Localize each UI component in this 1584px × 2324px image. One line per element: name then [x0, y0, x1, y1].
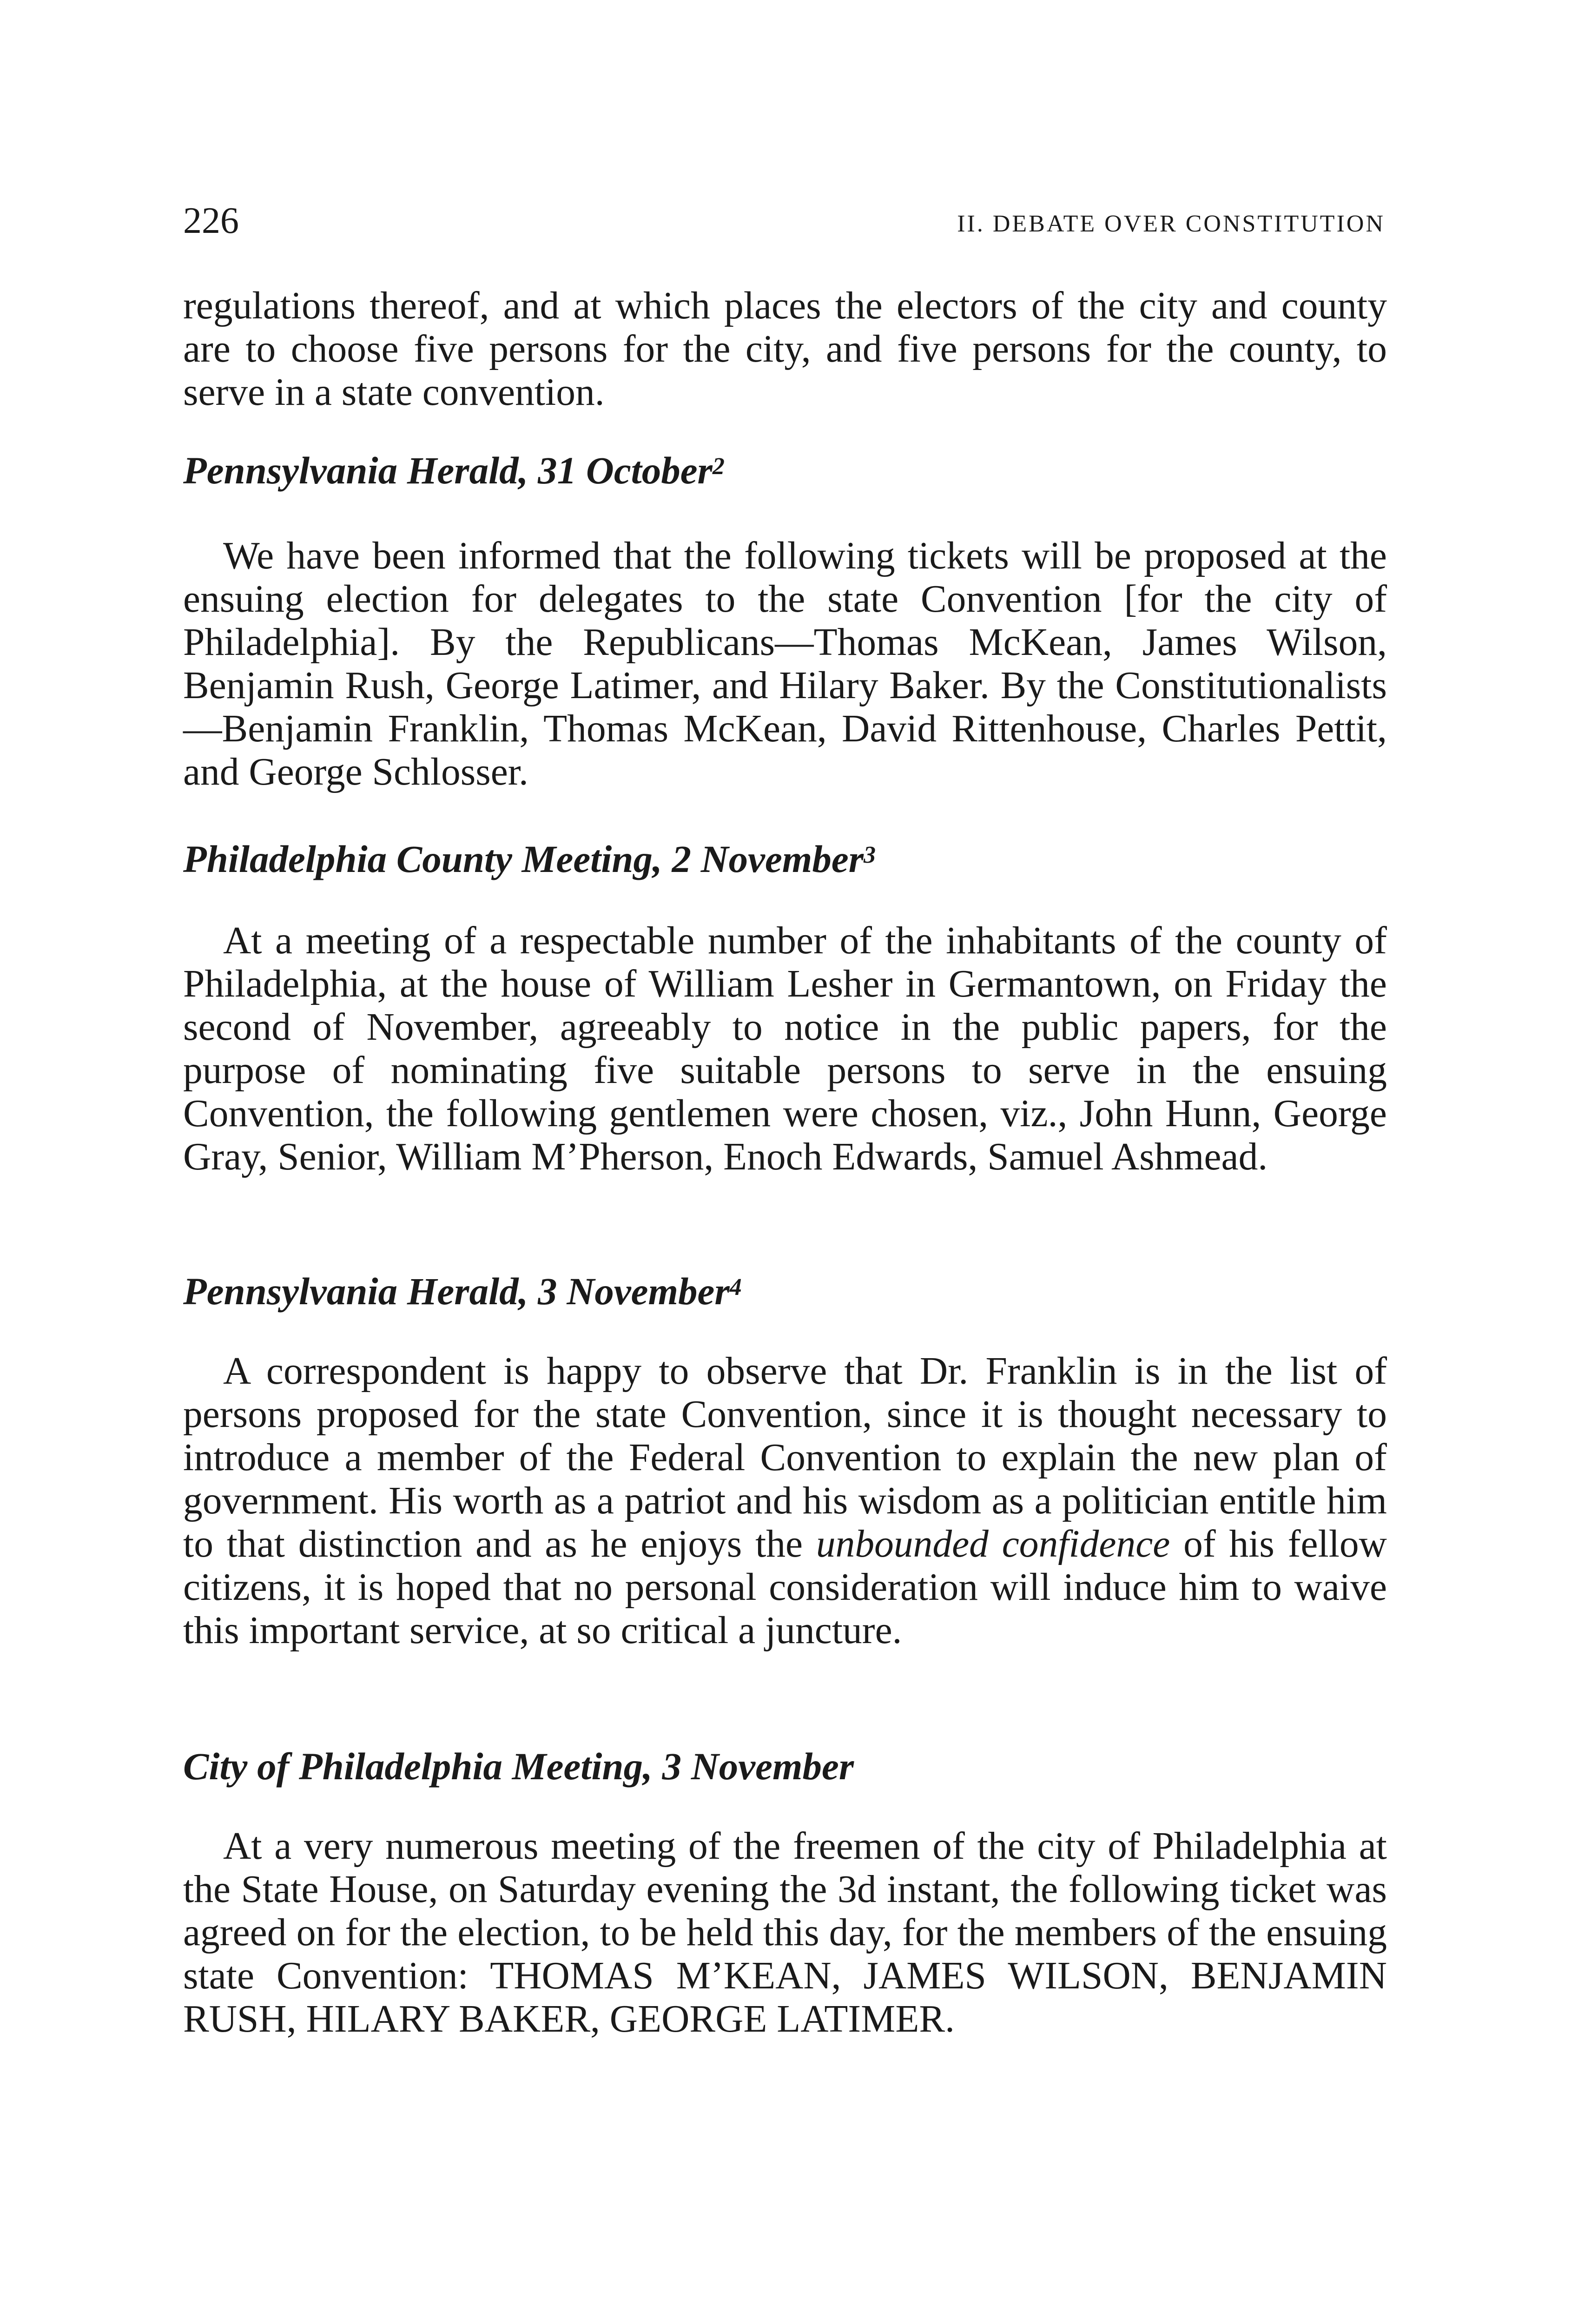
paragraph-city-meeting: At a very numerous meeting of the freemen of the city of Philadelphia at the State House, on Saturday evening the 3d instant, the following ticket was agreed on for the election, to be held this day, for the members of the ensuing state Convention: THOMAS M’KEAN, JAMES WILSON, BENJAMIN RUSH, HILARY BAKER, GEORGE LATIMER.	[183, 1825, 1387, 2040]
paragraph-text-start: A correspondent is happy to observe that Dr. Franklin is in the list of persons proposed for the state Convention, since it is thought necessary to introduce a member of the Federal Convention to explain the new plan of government. His worth as a patriot and his wisdom as a politician entitle him to that distinction and as he enjoys the	[183, 1350, 1387, 1565]
heading-text: Pennsylvania Herald, 31 October	[183, 449, 713, 492]
running-head	[183, 195, 1385, 246]
heading-herald-october	[183, 447, 1387, 494]
heading-city-meeting	[183, 1743, 1387, 1789]
paragraph-herald-october: We have been informed that the following tickets will be proposed at the ensuing election for delegates to the state Convention [for the city of Philadelphia]. By the Republicans—Thomas McKean, James Wilson, Benjamin Rush, George Latimer, and Hilary Baker. By the Constitutionalists—Benjamin Franklin, Thomas McKean, David Rittenhouse, Charles Pettit, and George Schlosser.	[183, 535, 1387, 793]
heading-text: Pennsylvania Herald, 3 November	[183, 1270, 730, 1313]
emphasized-phrase: unbounded confidence	[816, 1523, 1170, 1565]
paragraph-herald-november	[183, 1350, 1387, 1652]
heading-herald-november	[183, 1268, 1387, 1314]
heading-text: Philadelphia County Meeting, 2 November	[183, 838, 864, 880]
opening-paragraph: regulations thereof, and at which places the electors of the city and county are to choose five persons for the city, and five persons for the county, to serve in a state convention.	[183, 284, 1387, 414]
paragraph-county-meeting: At a meeting of a respectable number of the inhabitants of the county of Philadelphia, at the house of William Lesher in Germantown, on Friday the second of November, agreeably to notice in the public papers, for the purpose of nominating five suitable persons to serve in the ensuing Convention, the following gentlemen were chosen, viz., John Hunn, George Gray, Senior, William M’Pherson, Enoch Edwards, Samuel Ashmead.	[183, 919, 1387, 1178]
footnote-ref: 2	[712, 453, 725, 480]
page-number: 226	[183, 200, 239, 241]
paragraph-text-end: of his fellow citizens, it is hoped that no personal consideration will induce him to waive this important service, at so critical a juncture.	[183, 1523, 1387, 1652]
footnote-ref: 4	[729, 1274, 742, 1301]
heading-county-meeting	[183, 836, 1387, 882]
footnote-ref: 3	[864, 842, 876, 868]
heading-text: City of Philadelphia Meeting, 3 November	[183, 1745, 854, 1788]
chapter-title: II. DEBATE OVER CONSTITUTION	[957, 211, 1385, 237]
